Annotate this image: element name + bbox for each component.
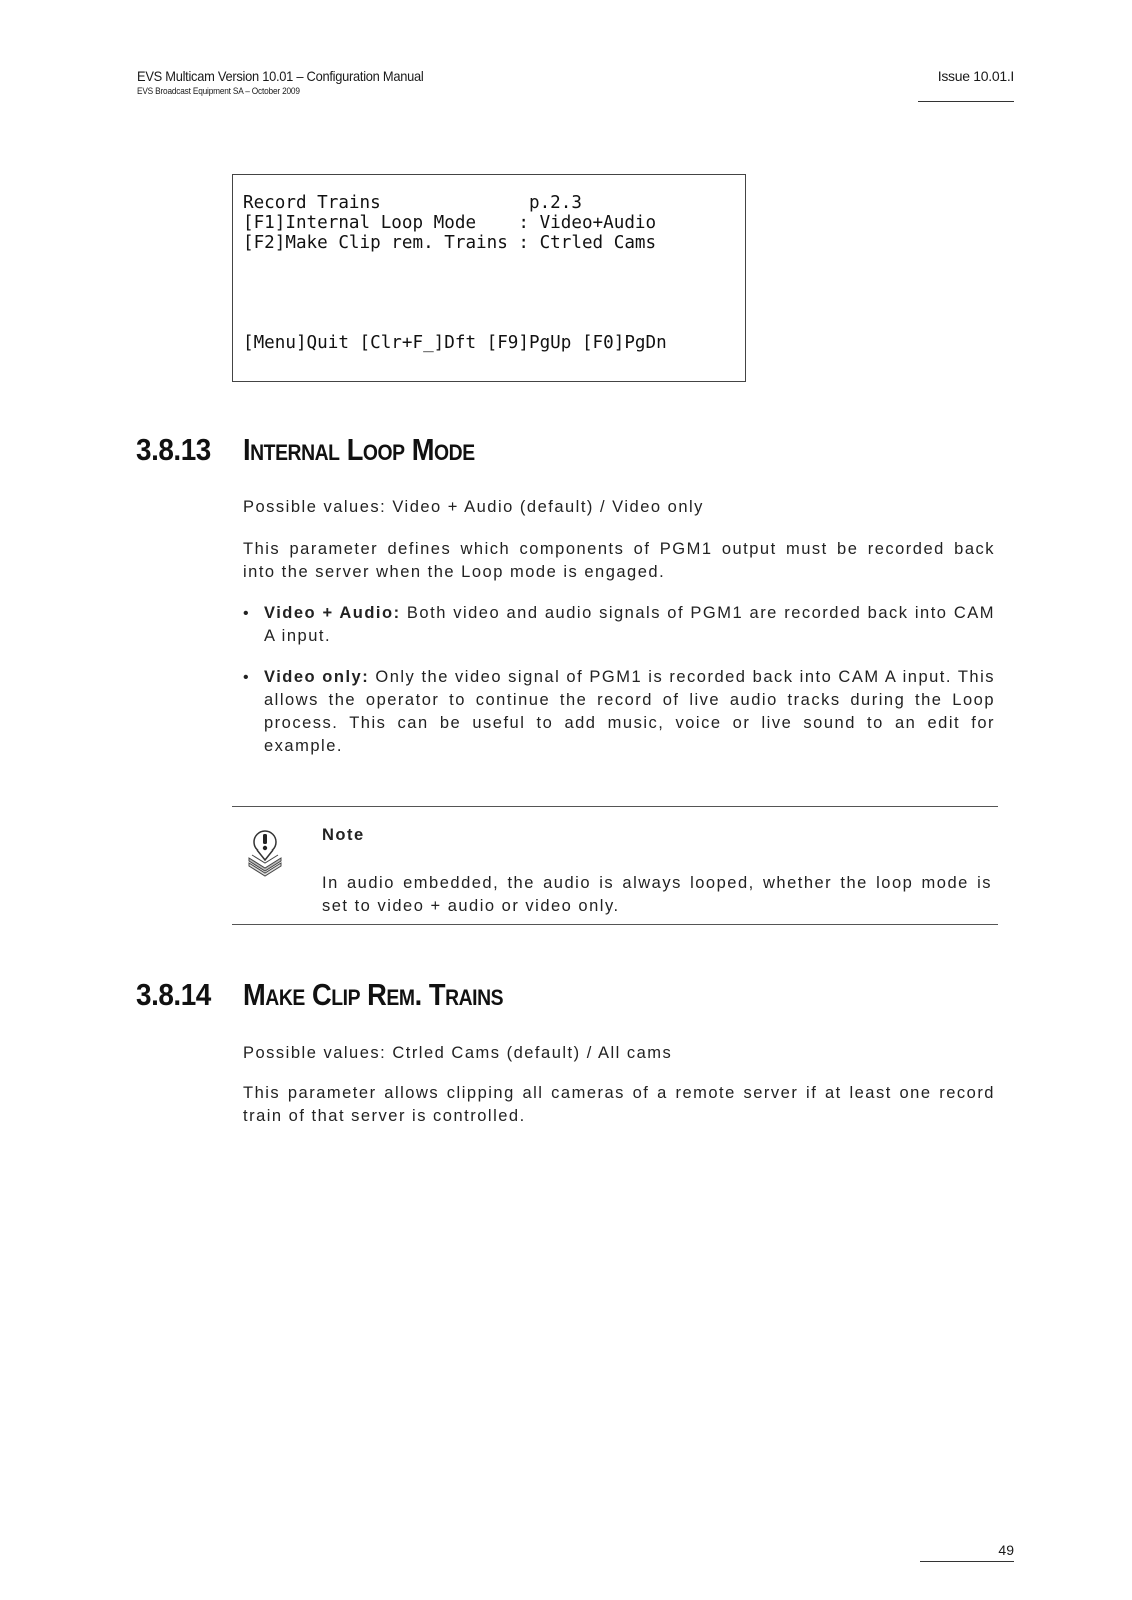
bullet-dot-icon: • xyxy=(243,605,251,622)
section-number: 3.8.13 xyxy=(136,432,211,467)
footer-rule xyxy=(920,1561,1014,1562)
bullet-text: Both video and audio signals of PGM1 are recorded back into CAM A input. xyxy=(264,604,995,645)
section-description: This parameter allows clipping all cameras of a remote server if at least one record train of that server is controlled. xyxy=(243,1084,995,1125)
terminal-footer-line: [Menu]Quit [Clr+F_]Dft [F9]PgUp [F0]PgDn xyxy=(243,333,667,353)
issue-label: Issue 10.01.I xyxy=(937,68,1014,84)
possible-values-text: Possible values: Ctrled Cams (default) / All cams xyxy=(243,1044,673,1062)
note-title: Note xyxy=(322,826,365,844)
note-warning-icon xyxy=(246,828,284,878)
possible-values-text: Possible values: Video + Audio (default) / Video only xyxy=(243,498,704,516)
section-description: This parameter defines which components of PGM1 output must be recorded back into the server when the Loop mode is engaged. xyxy=(243,540,995,581)
section-number: 3.8.14 xyxy=(136,977,211,1012)
terminal-line-3: [F2]Make Clip rem. Trains : Ctrled Cams xyxy=(243,233,657,253)
section-heading-internal-loop-mode xyxy=(136,432,506,468)
header-rule xyxy=(918,101,1014,102)
bullet-text: Only the video signal of PGM1 is recorded back into CAM A input. This allows the operator to continue the record of live audio tracks during the Loop process. This can be useful to add music, voice or live sound to an edit for example. xyxy=(264,668,995,755)
manual-title: EVS Multicam Version 10.01 – Configuration Manual xyxy=(137,68,424,84)
bullet-item xyxy=(243,666,995,758)
terminal-line-2: [F1]Internal Loop Mode : Video+Audio xyxy=(243,213,657,233)
note-text: In audio embedded, the audio is always looped, whether the loop mode is set to video + audio or video only. xyxy=(322,874,992,915)
manual-subtitle: EVS Broadcast Equipment SA – October 2009 xyxy=(137,86,300,96)
bullet-item xyxy=(243,602,995,648)
page-header xyxy=(137,68,448,97)
section-title: Make Clip Rem. Trains xyxy=(243,977,504,1012)
section-title: Internal Loop Mode xyxy=(243,432,475,467)
terminal-screen xyxy=(232,174,746,382)
bullet-term: Video + Audio: xyxy=(264,604,401,622)
page-number: 49 xyxy=(998,1542,1014,1558)
bullet-dot-icon: • xyxy=(243,669,251,686)
note-top-rule xyxy=(232,806,998,807)
note-bottom-rule xyxy=(232,924,998,925)
terminal-line-1: Record Trains p.2.3 xyxy=(243,193,582,213)
bullet-term: Video only: xyxy=(264,668,370,686)
section-heading-make-clip-rem-trains xyxy=(136,977,539,1013)
